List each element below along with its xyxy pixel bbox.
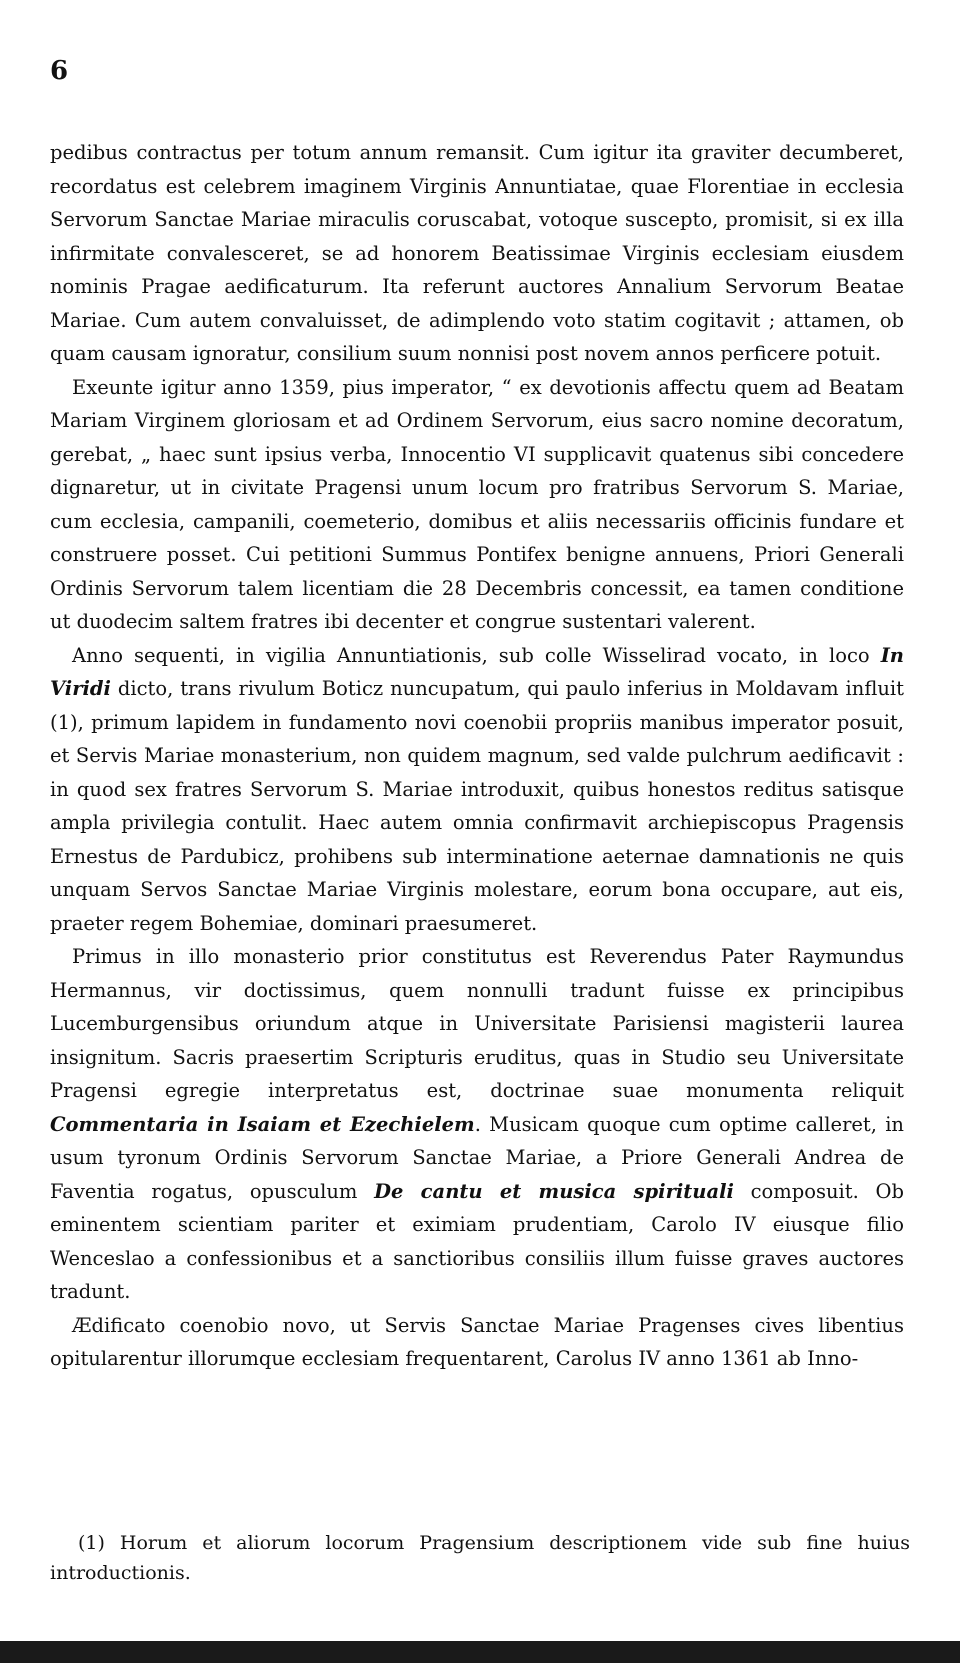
text-run: Ædificato coenobio novo, ut Servis Sanctae Mariae Pragenses cives libentius opitularentur illorumque ecclesiam frequentarent, Carolus IV anno 1361 ab Inno- [50,1313,904,1370]
text-run: dicto, trans rivulum Boticz nuncupatum, qui paulo inferius in Moldavam influit (1), primum lapidem in fundamento novi coenobii propriis manibus imperator posuit, et Servis Mariae monasterium, non quidem magnum, sed valde pulchrum aedificavit : in quod sex fratres Servorum S. Mariae introduxit, quibus honestos reditus satisque ampla privilegia contulit. Haec autem omnia confirmavit archiepiscopus Pragensis Ernestus de Pardubicz, prohibens sub interminatione aeternae damnationis ne quis unquam Servos Sanctae Mariae Virginis molestare, eorum bona occupare, aut eis, praeter regem Bohemiae, dominari praesumeret. [50,677,904,935]
footnote: (1) Horum et aliorum locorum Pragensium descriptionem vide sub fine huius introductionis. [50,1532,910,1584]
paragraph [50,1309,904,1376]
text-run: Exeunte igitur anno 1359, pius imperator, “ ex devotionis affectu quem ad Beatam Mariam Virginem gloriosam et ad Ordinem Servorum, eius sacro nomine decoratum, gerebat, „ haec sunt ipsius verba, Innocentio VI supplicavit quatenus sibi concedere dignaretur, ut in civitate Pragensi unum locum pro fratribus Servorum S. Mariae, cum ecclesia, campanili, coemeterio, domibus et aliis necessariis officinis fundare et construere posset. Cui petitioni Summus Pontifex benigne annuens, Priori Generali Ordinis Servorum talem licentiam die 28 Decembris concessit, ea tamen conditione ut duodecim saltem fratres ibi decenter et congrue sustentari valerent. [50,375,904,633]
page-number: 6 [50,56,69,86]
paragraph [50,371,904,639]
text-run: Anno sequenti, in vigilia Annuntiationis, sub colle Wisselirad vocato, in loco [72,643,881,667]
italic-title: Commentaria in Isaiam et Ezechielem [50,1112,475,1136]
italic-title: In Viridi [50,643,904,700]
text-run: pedibus contractus per totum annum remansit. Cum igitur ita graviter decumberet, recordatus est celebrem imaginem Virginis Annuntiatae, quae Florentiae in ecclesia Servorum Sanctae Mariae miraculis coruscabat, votoque suscepto, promisit, si ex illa infirmitate convalesceret, se ad honorem Beatissimae Virginis ecclesiam eiusdem nominis Pragae aedificaturum. Ita referunt auctores Annalium Servorum Beatae Mariae. Cum autem convaluisset, de adimplendo voto statim cogitavit ; attamen, ob quam causam ignoratur, consilium suum nonnisi post novem annos perficere potuit. [50,141,904,365]
paragraph [50,639,904,941]
text-run: Primus in illo monasterio prior constitutus est Reverendus Pater Raymundus Hermannus, vir doctissimus, quem nonnulli tradunt fuisse ex principibus Lucemburgensibus oriundum atque in Universitate Parisiensi magisterii laurea insignitum. Sacris praesertim Scripturis eruditus, quas in Studio seu Universitate Pragensi egregie interpretatus est, doctrinae suae monumenta reliquit [50,945,904,1102]
text-run: . Musicam quoque cum optime calleret, in usum tyronum Ordinis Servorum Sanctae Mariae, a Priore Generali Andrea de Faventia rogatus, opusculum [50,1112,904,1203]
paragraph [50,940,904,1309]
body-text [50,136,904,1376]
bottom-border [0,1641,960,1663]
paragraph [50,136,904,371]
text-run: composuit. Ob eminentem scientiam pariter et eximiam prudentiam, Carolo IV eiusque filio Wenceslao a confessionibus et a sanctioribus consiliis illum fuisse graves auctores tradunt. [50,1179,904,1303]
italic-title: De cantu et musica spirituali [374,1179,734,1203]
